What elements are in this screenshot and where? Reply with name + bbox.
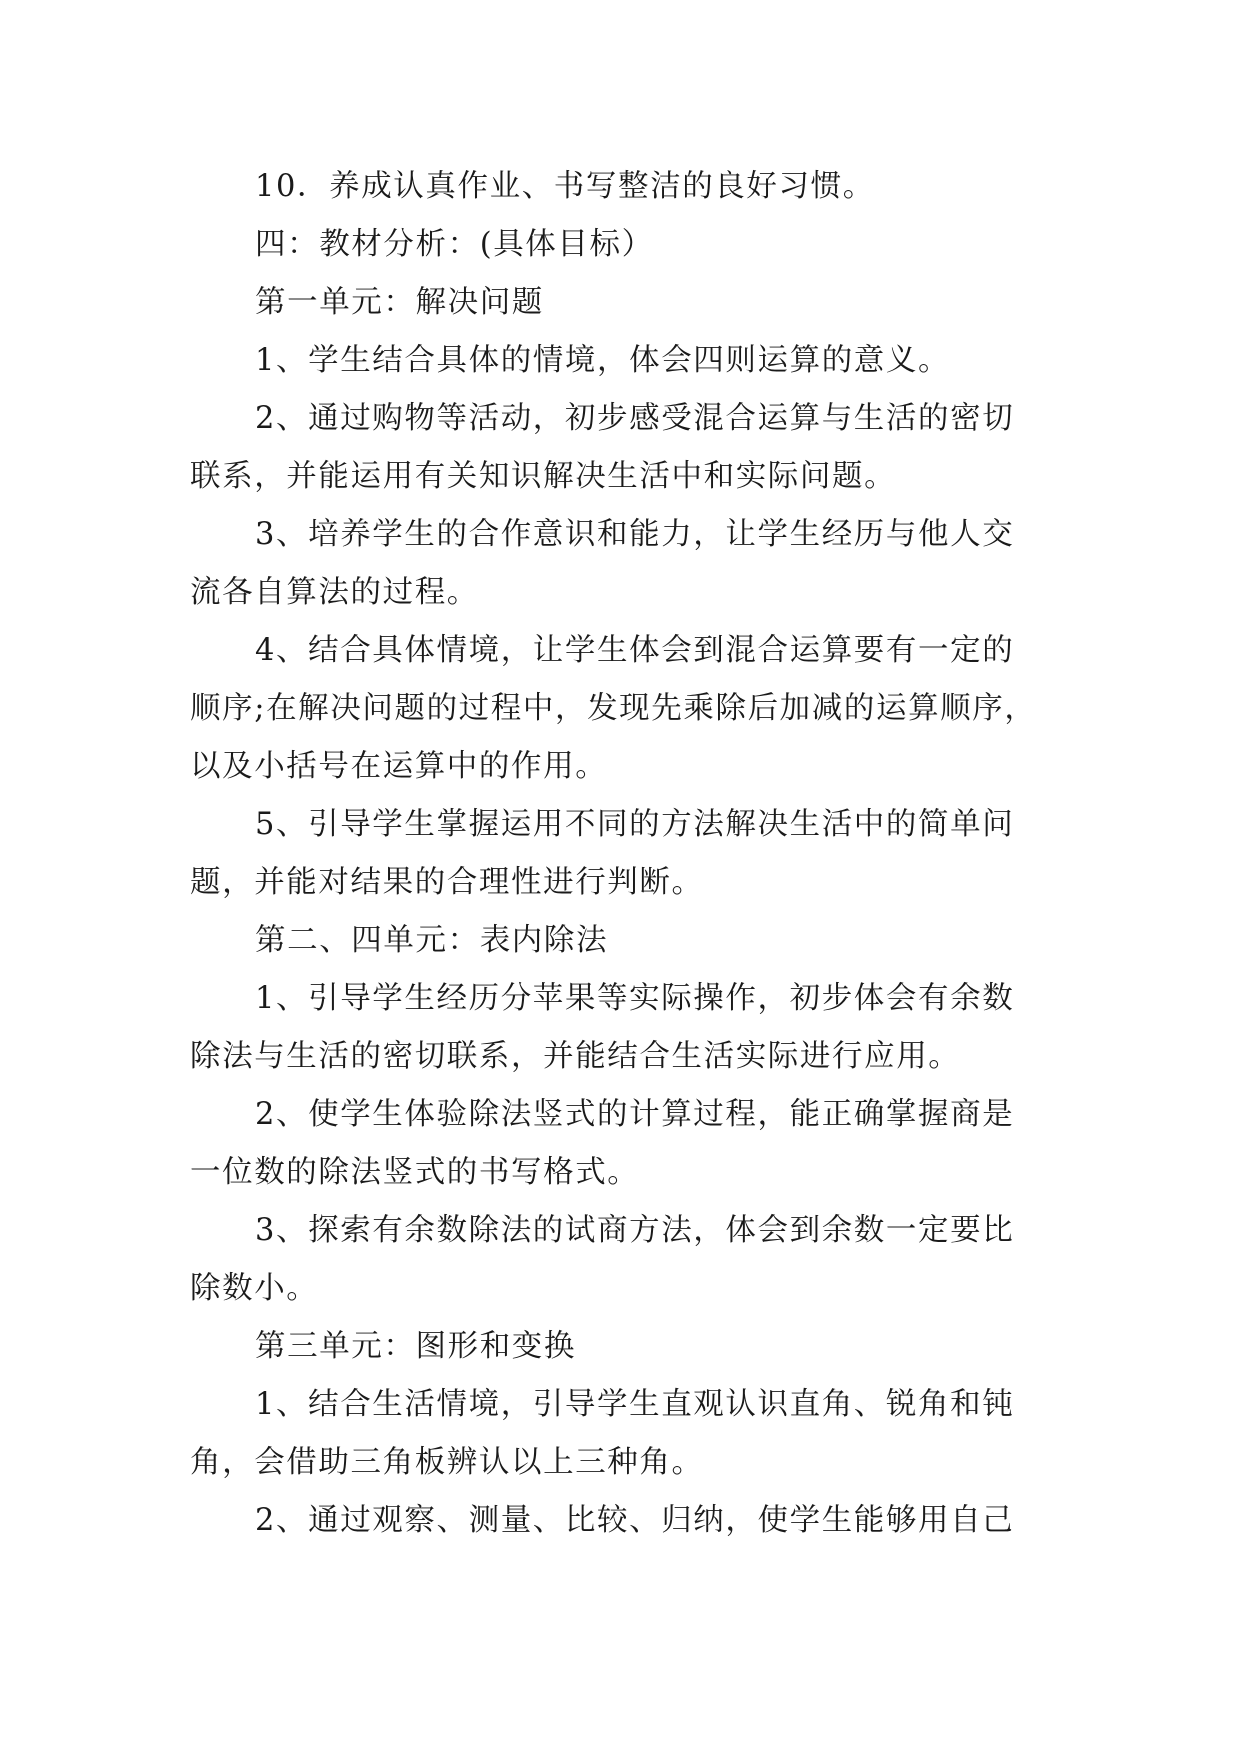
text-line-9: 4、结合具体情境，让学生体会到混合运算要有一定的: [255, 633, 1015, 668]
text-line-23: 角，会借助三角板辨认以上三种角。: [190, 1445, 704, 1480]
text-line-20: 除数小。: [190, 1271, 319, 1306]
text-line-24: 2、通过观察、测量、比较、归纳，使学生能够用自己: [255, 1503, 1015, 1538]
text-line-7: 3、培养学生的合作意识和能力，让学生经历与他人交: [255, 517, 1015, 552]
text-line-5: 2、通过购物等活动，初步感受混合运算与生活的密切: [255, 401, 1015, 436]
text-line-19: 3、探索有余数除法的试商方法，体会到余数一定要比: [255, 1213, 1015, 1248]
section-heading-unit-3: 第三单元：图形和变换: [255, 1329, 576, 1364]
text-line-6: 联系，并能运用有关知识解决生活中和实际问题。: [190, 459, 897, 494]
text-line-22: 1、结合生活情境，引导学生直观认识直角、锐角和钝: [255, 1387, 1015, 1422]
section-heading-unit-1: 第一单元：解决问题: [255, 285, 544, 320]
text-line-2: 四：教材分析：(具体目标）: [255, 227, 654, 262]
text-line-10: 顺序;在解决问题的过程中，发现先乘除后加减的运算顺序，: [190, 691, 1037, 726]
text-line-17: 2、使学生体验除法竖式的计算过程，能正确掌握商是: [255, 1097, 1015, 1132]
text-line-11: 以及小括号在运算中的作用。: [190, 749, 608, 784]
text-line-4: 1、学生结合具体的情境，体会四则运算的意义。: [255, 343, 951, 378]
text-line-8: 流各自算法的过程。: [190, 575, 479, 610]
section-heading-unit-2-4: 第二、四单元：表内除法: [255, 923, 609, 958]
document-body: [190, 158, 1050, 1550]
text-line-13: 题，并能对结果的合理性进行判断。: [190, 865, 704, 900]
text-line-15: 1、引导学生经历分苹果等实际操作，初步体会有余数: [255, 981, 1015, 1016]
text-line-16: 除法与生活的密切联系，并能结合生活实际进行应用。: [190, 1039, 961, 1074]
text-line-1: 10．养成认真作业、书写整洁的良好习惯。: [255, 169, 875, 204]
text-line-12: 5、引导学生掌握运用不同的方法解决生活中的简单问: [255, 807, 1015, 842]
text-line-18: 一位数的除法竖式的书写格式。: [190, 1155, 640, 1190]
